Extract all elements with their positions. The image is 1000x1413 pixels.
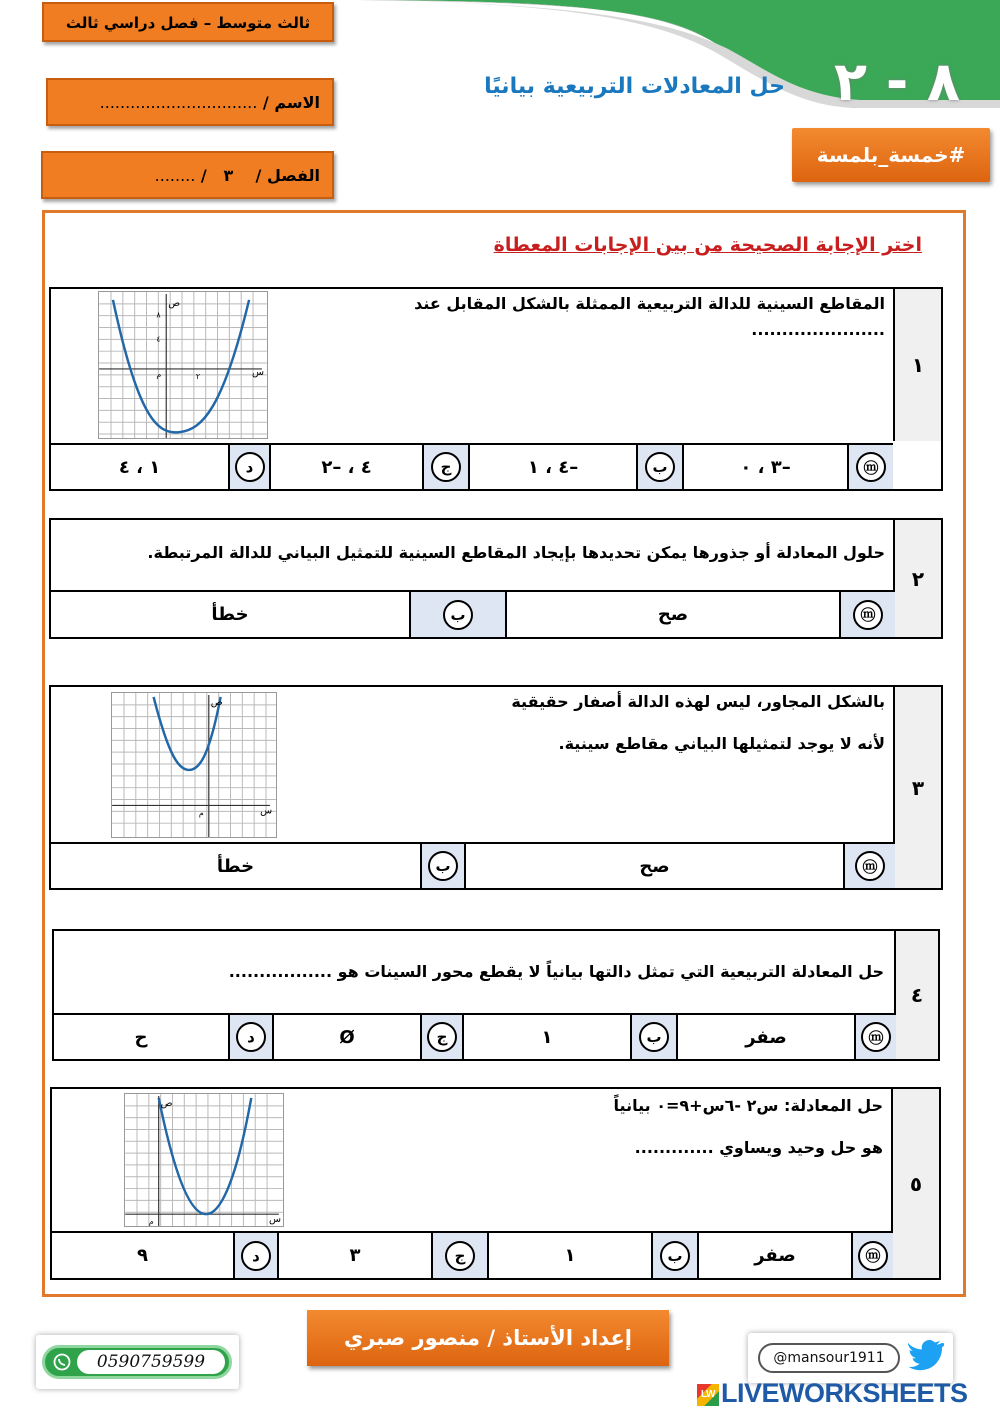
y-axis-label: ص <box>168 297 181 309</box>
question-text-line-2: لأنه لا يوجد لتمثيلها البياني مقاطع سينية. <box>558 734 885 753</box>
option-d-marker[interactable] <box>233 1233 277 1278</box>
x-tick-2: ٢ <box>195 371 201 381</box>
option-letter: د <box>241 1241 271 1271</box>
option-d-marker[interactable] <box>228 1015 272 1059</box>
option-d[interactable]: ١ ، ٤ <box>118 456 161 478</box>
option-b-marker[interactable] <box>630 1015 676 1059</box>
option-b-marker[interactable] <box>636 445 682 489</box>
options-row <box>54 1013 896 1059</box>
option-b[interactable]: خطأ <box>211 604 249 625</box>
option-letter: ب <box>645 452 675 482</box>
option-b[interactable]: خطأ <box>216 855 255 877</box>
option-d[interactable]: ح <box>134 1026 148 1048</box>
option-a-marker[interactable] <box>854 1015 896 1059</box>
class-number: ٣ <box>223 166 234 185</box>
question-number: ٤ <box>894 931 938 1059</box>
twitter-handle: @mansour1911 <box>758 1343 900 1373</box>
twitter-card[interactable] <box>748 1333 953 1383</box>
x-axis-label: س <box>252 366 265 378</box>
option-letter: ب <box>639 1022 669 1052</box>
x-axis-label: س <box>260 805 273 817</box>
option-letter: د <box>235 452 265 482</box>
x-axis-label: س <box>269 1214 282 1226</box>
option-b-marker[interactable] <box>420 844 464 888</box>
option-letter: د <box>236 1022 266 1052</box>
option-a[interactable]: صح <box>505 592 839 637</box>
prepared-by-banner: إعداد الأستاذ / منصور صبري <box>307 1310 669 1366</box>
option-b-marker[interactable] <box>409 592 505 637</box>
option-letter: ⓜ <box>856 452 886 482</box>
option-a-marker[interactable] <box>847 445 893 489</box>
options-row <box>52 1231 893 1278</box>
option-a[interactable]: صح <box>464 844 843 888</box>
question-5 <box>50 1087 941 1280</box>
y-tick-8: ٨ <box>156 310 161 320</box>
option-c-marker[interactable] <box>420 1015 462 1059</box>
option-a[interactable]: صفر <box>676 1015 854 1059</box>
option-c-marker[interactable] <box>431 1233 487 1278</box>
option-c[interactable]: ٤ ، –٢ <box>269 445 422 489</box>
question-number: ١ <box>893 289 941 441</box>
y-tick-4: ٤ <box>156 334 161 344</box>
option-d[interactable]: ٩ <box>137 1245 148 1266</box>
grade-label: ثالث متوسط – فصل دراسي ثالث <box>42 2 334 42</box>
whatsapp-icon <box>53 1353 71 1371</box>
option-letter: ج <box>445 1241 475 1271</box>
question-number: ٥ <box>891 1089 939 1278</box>
hashtag-banner: #خمسة_بلمسة <box>792 128 990 182</box>
option-letter: ⓜ <box>861 1022 891 1052</box>
options-row <box>51 443 893 489</box>
question-1 <box>49 287 943 491</box>
whatsapp-card[interactable] <box>36 1335 239 1389</box>
option-letter: ⓜ <box>858 1241 888 1271</box>
y-axis-label: ص <box>210 696 223 708</box>
liveworksheets-icon: LW <box>697 1384 719 1406</box>
option-letter: ب <box>428 851 458 881</box>
question-4 <box>52 929 940 1061</box>
question-text: المقاطع السينية للدالة التربيعية الممثلة بالشكل المقابل عند ...................... <box>414 294 885 339</box>
option-letter: ⓜ <box>853 600 883 630</box>
option-d-marker[interactable] <box>228 445 269 489</box>
option-b-marker[interactable] <box>651 1233 697 1278</box>
name-dots: ............................... <box>99 93 258 112</box>
option-b[interactable]: ١ <box>462 1015 630 1059</box>
class-label: الفصل / <box>255 166 320 185</box>
class-separator: / <box>200 166 207 185</box>
y-axis-label: ص <box>160 1097 173 1109</box>
options-row <box>51 842 895 888</box>
question-text-line-1: حل المعادلة: س٢ -٦س+٩=٠ بيانياً <box>613 1096 883 1115</box>
lesson-number: ٨ - ٢ <box>834 50 960 113</box>
question-text-line-2: هو حل وحيد ويساوي ............. <box>634 1138 883 1157</box>
question-3 <box>49 685 943 890</box>
question-number: ٣ <box>893 687 941 888</box>
option-letter: ب <box>660 1241 690 1271</box>
class-field[interactable] <box>41 151 334 199</box>
origin-label: م <box>156 369 162 379</box>
class-dots: ........ <box>154 166 196 185</box>
liveworksheets-logo <box>697 1378 968 1409</box>
option-letter: ⓜ <box>855 851 885 881</box>
liveworksheets-text: LIVEWORKSHEETS <box>721 1378 968 1408</box>
option-b[interactable]: ١ <box>487 1233 651 1278</box>
question-number: ٢ <box>893 520 941 637</box>
parabola-graph <box>124 1093 284 1227</box>
instruction-text: اختر الإجابة الصحيحة من بين الإجابات المعطاة <box>493 234 922 256</box>
phone-number: 0590759599 <box>77 1350 225 1374</box>
option-a-marker[interactable] <box>851 1233 893 1278</box>
option-letter: ج <box>427 1022 457 1052</box>
origin-label: م <box>198 808 204 818</box>
question-text: حلول المعادلة أو جذورها يمكن تحديدها بإيجاد المقاطع السينية للتمثيل البياني للدالة المرتبطة. <box>147 543 885 562</box>
whatsapp-pill <box>42 1345 232 1379</box>
option-a[interactable]: –٣ ، ٠ <box>682 445 847 489</box>
question-2 <box>49 518 943 639</box>
name-field[interactable] <box>46 78 334 126</box>
option-a-marker[interactable] <box>843 844 895 888</box>
option-a-marker[interactable] <box>839 592 895 637</box>
option-c[interactable]: ٣ <box>277 1233 431 1278</box>
options-row <box>51 590 895 637</box>
question-text-line-1: بالشكل المجاور، ليس لهذه الدالة أصفار حقيقية <box>511 692 885 711</box>
option-letter: ج <box>431 452 461 482</box>
option-letter: ب <box>443 600 473 630</box>
lesson-title: حل المعادلات التربيعية بيانيًا <box>484 74 785 99</box>
origin-label: م <box>148 1217 154 1227</box>
twitter-bird-icon <box>908 1339 944 1371</box>
option-b[interactable]: –٤ ، ١ <box>468 445 636 489</box>
option-a[interactable]: صفر <box>697 1233 851 1278</box>
name-label: الاسم / <box>262 93 320 112</box>
option-c-marker[interactable] <box>422 445 468 489</box>
question-text: حل المعادلة التربيعية التي تمثل دالتها بيانياً لا يقطع محور السينات هو ................. <box>228 962 884 981</box>
parabola-graph <box>98 291 268 439</box>
parabola-graph <box>111 692 277 838</box>
option-c[interactable]: Ø <box>272 1015 420 1059</box>
